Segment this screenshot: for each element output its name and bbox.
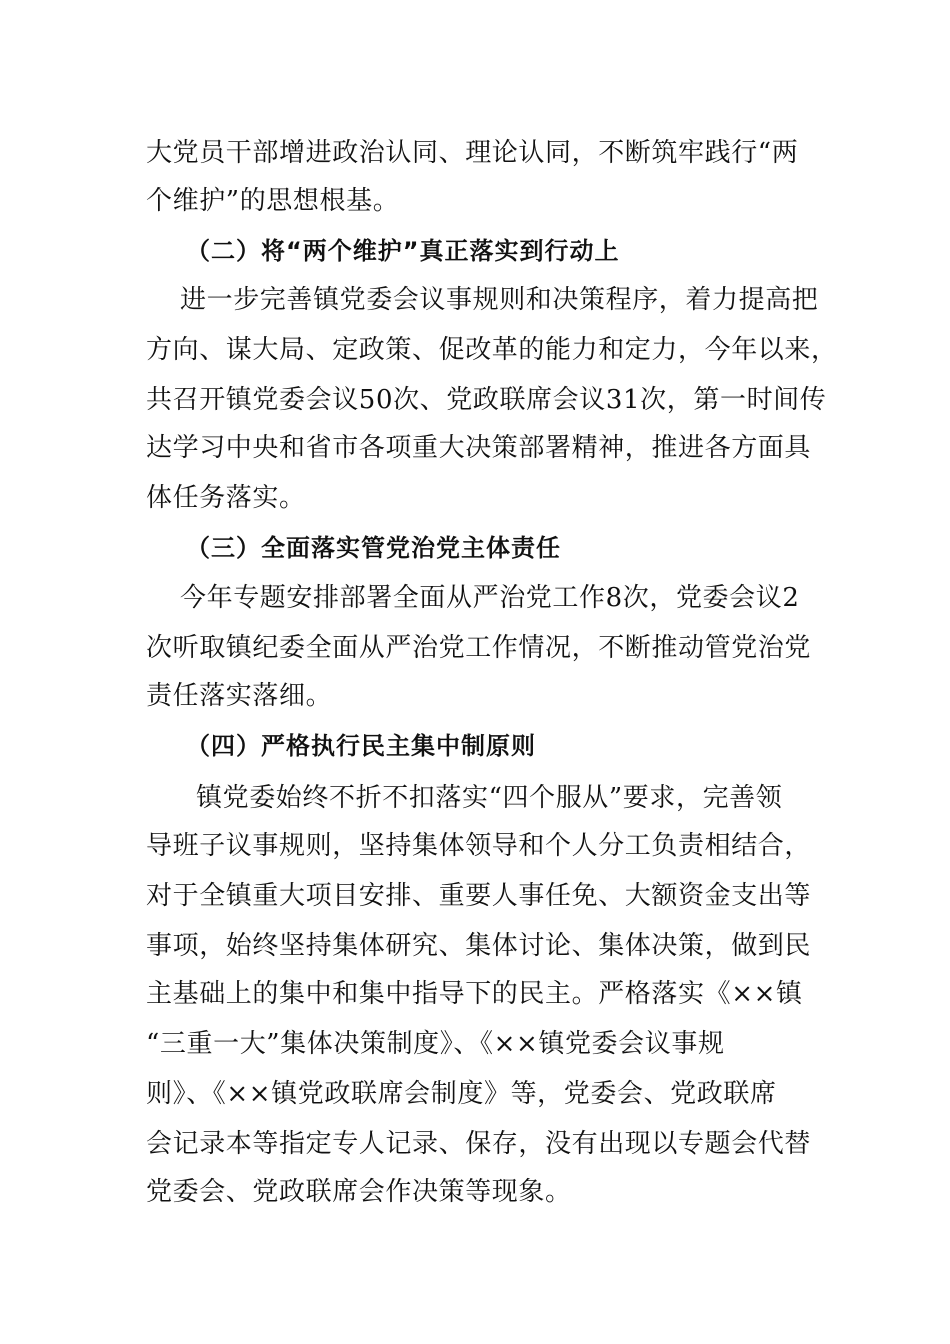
paragraph-4-line-9: 党委会、党政联席会作决策等现象。 — [146, 1177, 572, 1207]
section-heading-4: （四）严格执行民主集中制原则 — [186, 732, 536, 760]
paragraph-4-line-8: 会记录本等指定专人记录、保存，没有出现以专题会代替 — [146, 1129, 812, 1159]
section-heading-2: （二）将“两个维护”真正落实到行动上 — [186, 237, 620, 265]
paragraph-3-line-2: 次听取镇纪委全面从严治党工作情况，不断推动管党治党 — [146, 633, 812, 663]
paragraph-1-line-2: 个维护”的思想根基。 — [146, 186, 400, 216]
paragraph-4-line-3: 对于全镇重大项目安排、重要人事任免、大额资金支出等 — [146, 881, 812, 911]
paragraph-4-line-2: 导班子议事规则，坚持集体领导和个人分工负责相结合， — [146, 831, 812, 861]
paragraph-4-line-6: “三重一大”集体决策制度》、《××镇党委会议事规 — [146, 1029, 725, 1059]
paragraph-4-line-1: 镇党委始终不折不扣落实“四个服从”要求，完善领 — [196, 783, 783, 813]
paragraph-3-line-1: 今年专题安排部署全面从严治党工作8次，党委会议2 — [180, 583, 800, 613]
paragraph-2-line-2: 方向、谋大局、定政策、促改革的能力和定力，今年以来， — [146, 335, 838, 365]
paragraph-2-line-3: 共召开镇党委会议50次、党政联席会议31次，第一时间传 — [146, 385, 827, 415]
paragraph-1-line-1: 大党员干部增进政治认同、理论认同，不断筑牢践行“两 — [146, 138, 799, 168]
paragraph-2-line-1: 进一步完善镇党委会议事规则和决策程序，着力提高把 — [180, 285, 819, 315]
paragraph-3-line-3: 责任落实落细。 — [146, 681, 333, 711]
paragraph-2-line-5: 体任务落实。 — [146, 483, 306, 513]
section-heading-3: （三）全面落实管党治党主体责任 — [186, 534, 561, 562]
paragraph-4-line-4: 事项，始终坚持集体研究、集体讨论、集体决策，做到民 — [146, 931, 812, 961]
paragraph-2-line-4: 达学习中央和省市各项重大决策部署精神，推进各方面具 — [146, 433, 812, 463]
paragraph-4-line-5: 主基础上的集中和集中指导下的民主。严格落实《××镇 — [146, 979, 803, 1009]
paragraph-4-line-7: 则》、《××镇党政联席会制度》等，党委会、党政联席 — [146, 1079, 777, 1109]
